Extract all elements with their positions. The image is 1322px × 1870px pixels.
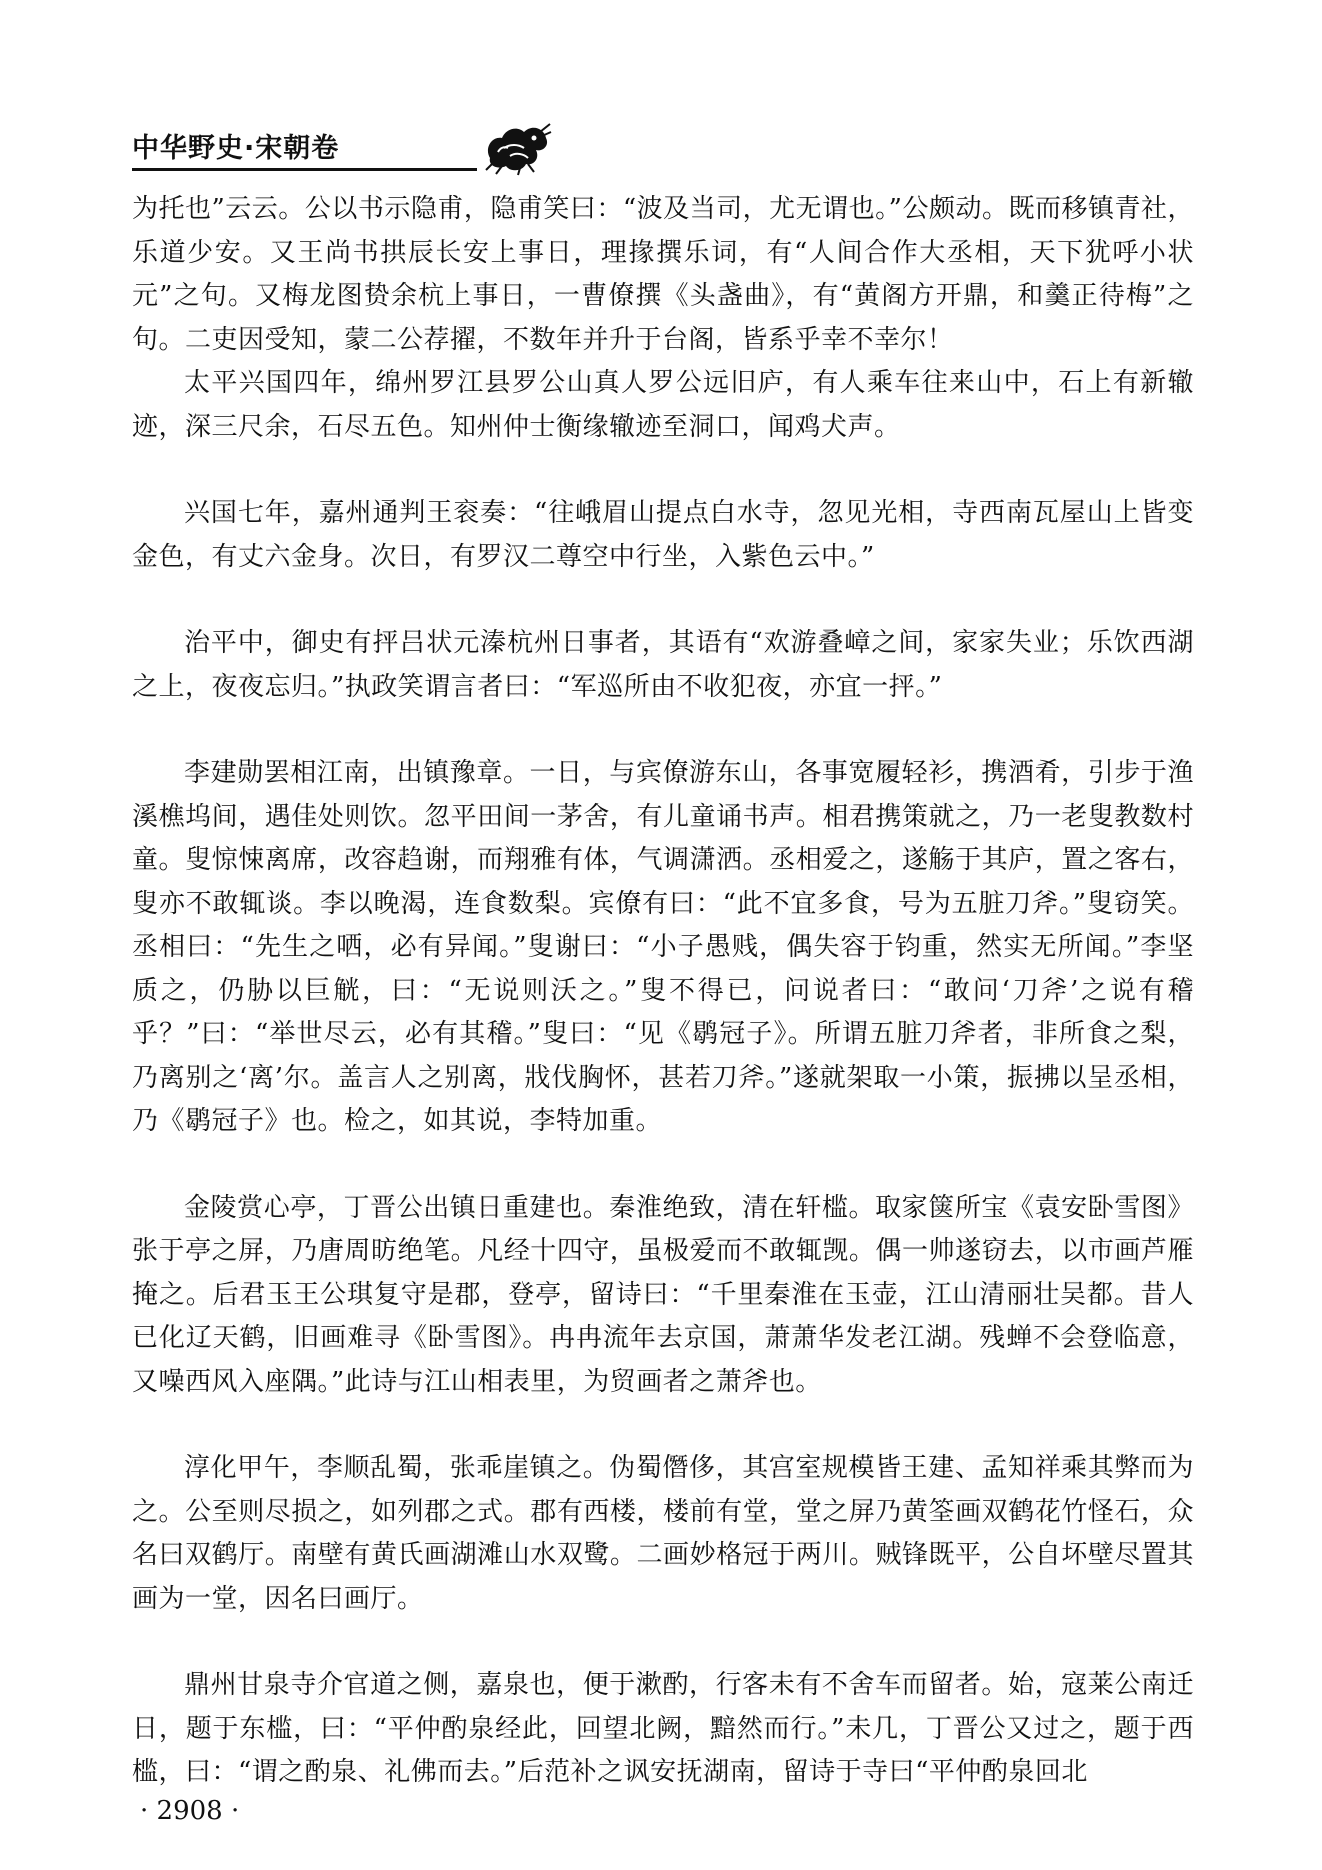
page-number: · 2908 · <box>140 1796 240 1826</box>
paragraph: 淳化甲午，李顺乱蜀，张乖崖镇之。伪蜀僭侈，其宫室规模皆王建、孟知祥乘其弊而为之。公至则尽损之，如列郡之式。郡有西楼，楼前有堂，堂之屏乃黄筌画双鹤花竹怪石，众名曰双鹤厅。南壁有黄氏画湖滩山水双鹭。二画妙格冠于两川。贼锋既平，公自坏壁尽置其画为一堂，因名曰画厅。 <box>132 1453 1194 1614</box>
book-title: 中华野史·宋朝卷 <box>132 133 340 164</box>
dragon-emblem-icon <box>480 118 552 176</box>
running-header <box>132 118 692 174</box>
main-text <box>132 188 1194 1795</box>
paragraph: 为托也”云云。公以书示隐甫，隐甫笑曰：“波及当司，尤无谓也。”公颇动。既而移镇青社，乐道少安。又王尚书拱辰长安上事日，理掾撰乐词，有“人间合作大丞相，天下犹呼小状元”之句。又梅龙图贽余杭上事日，一曹僚撰《头盏曲》，有“黄阁方开鼎，和羹正待梅”之句。二吏因受知，蒙二公荐擢，不数年并升于台阁，皆系乎幸不幸尔！ <box>132 194 1194 355</box>
paragraph: 鼎州甘泉寺介官道之侧，嘉泉也，便于漱酌，行客未有不舍车而留者。始，寇莱公南迁日，题于东槛，曰：“平仲酌泉经此，回望北阙，黯然而行。”未几，丁晋公又过之，题于西槛，曰：“谓之酌泉、礼佛而去。”后范补之讽安抚湖南，留诗于寺曰“平仲酌泉回北 <box>132 1670 1194 1787</box>
paragraph: 李建勋罢相江南，出镇豫章。一日，与宾僚游东山，各事宽履轻衫，携酒肴，引步于渔溪樵坞间，遇佳处则饮。忽平田间一茅舍，有儿童诵书声。相君携策就之，乃一老叟教数村童。叟惊悚离席，改容趋谢，而翔雅有体，气调潇洒。丞相爱之，遂觞于其庐，置之客右，叟亦不敢辄谈。李以晚渴，连食数梨。宾僚有曰：“此不宜多食，号为五脏刀斧。”叟窃笑。丞相曰：“先生之哂，必有异闻。”叟谢曰：“小子愚贱，偶失容于钧重，然实无所闻。”李坚质之，仍胁以巨觥，曰：“无说则沃之。”叟不得已，问说者曰：“敢问‘刀斧’之说有稽乎？”曰：“举世尽云，必有其稽。”叟曰：“见《鹖冠子》。所谓五脏刀斧者，非所食之梨，乃离别之‘离’尔。盖言人之别离，戕伐胸怀，甚若刀斧。”遂就架取一小策，振拂以呈丞相，乃《鹖冠子》也。检之，如其说，李特加重。 <box>132 758 1194 1136</box>
paragraph: 兴国七年，嘉州通判王衮奏：“往峨眉山提点白水寺，忽见光相，寺西南瓦屋山上皆变金色，有丈六金身。次日，有罗汉二尊空中行坐，入紫色云中。” <box>132 498 1194 572</box>
paragraph: 金陵赏心亭，丁晋公出镇日重建也。秦淮绝致，清在轩槛。取家箧所宝《袁安卧雪图》张于亭之屏，乃唐周昉绝笔。凡经十四守，虽极爱而不敢辄觊。偶一帅遂窃去，以市画芦雁掩之。后君玉王公琪复守是郡，登亭，留诗曰：“千里秦淮在玉壶，江山清丽壮吴都。昔人已化辽天鹤，旧画难寻《卧雪图》。冉冉流年去京国，萧萧华发老江湖。残蝉不会登临意，又噪西风入座隅。”此诗与江山相表里，为贸画者之萧斧也。 <box>132 1192 1194 1397</box>
paragraph: 太平兴国四年，绵州罗江县罗公山真人罗公远旧庐，有人乘车往来山中，石上有新辙迹，深三尺余，石尽五色。知州仲士衡缘辙迹至洞口，闻鸡犬声。 <box>132 368 1194 442</box>
paragraph: 治平中，御史有抨吕状元溱杭州日事者，其语有“欢游叠嶂之间，家家失业；乐饮西湖之上，夜夜忘归。”执政笑谓言者曰：“军巡所由不收犯夜，亦宜一抨。” <box>132 628 1194 702</box>
header-rule <box>132 168 477 171</box>
